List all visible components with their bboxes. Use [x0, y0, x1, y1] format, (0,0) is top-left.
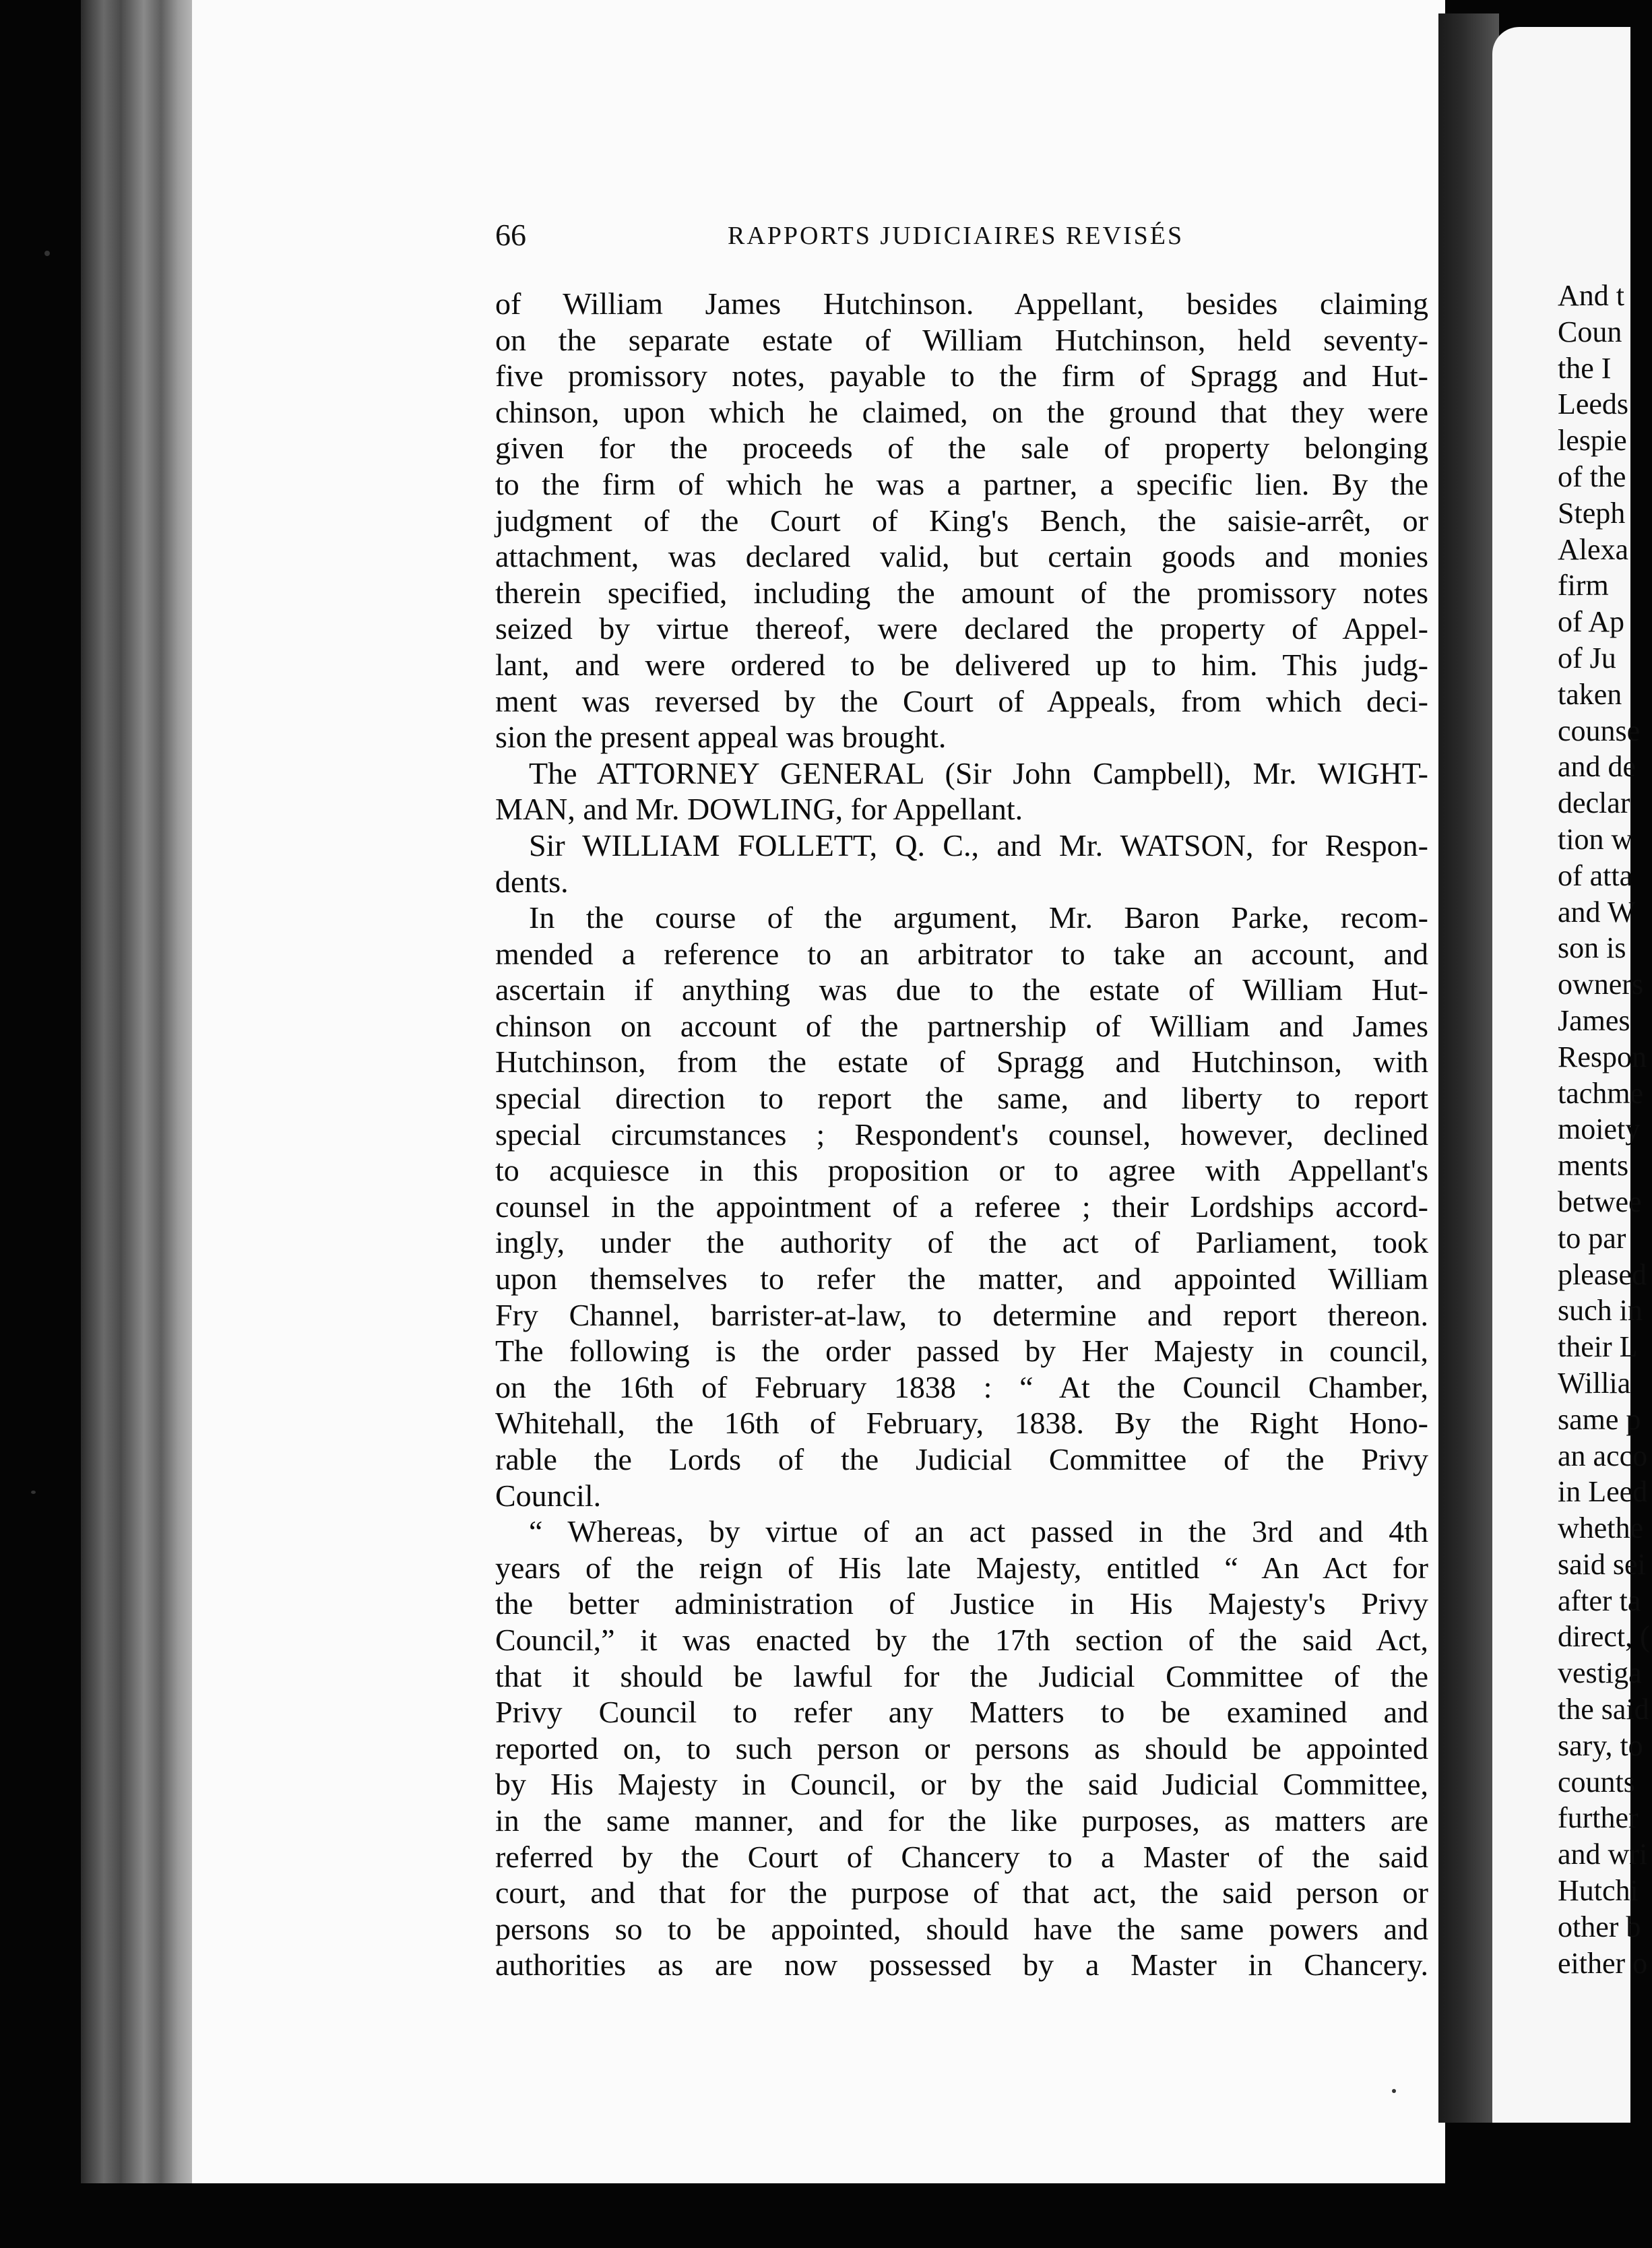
- text-line: MAN, and Mr. DOWLING, for Appellant.: [495, 792, 1023, 827]
- text-line: lant, and were ordered to be delivered up to him. This judg-: [495, 647, 1428, 682]
- right-page-line: Alexa: [1558, 532, 1629, 566]
- text-line: to acquiesce in this proposition or to agree with Appellant's: [495, 1153, 1428, 1188]
- right-page-line: other b: [1558, 1910, 1641, 1943]
- text-line: Hutchinson, from the estate of Spragg and Hutchinson, with: [495, 1044, 1428, 1080]
- right-page-line: their L: [1558, 1330, 1638, 1364]
- right-page-line: direct, (: [1558, 1620, 1650, 1654]
- running-head: [495, 217, 1391, 257]
- page-number: 66: [495, 218, 526, 252]
- text-line: judgment of the Court of King's Bench, the saisie-arrêt, or: [495, 503, 1428, 538]
- text-line: The ATTORNEY GENERAL (Sir John Campbell), Mr. WIGHT-: [529, 755, 1428, 790]
- book-gutter: [1438, 13, 1499, 2123]
- right-page-line: whethe: [1558, 1511, 1644, 1545]
- text-line: ingly, under the authority of the act of Parliament, took: [495, 1225, 1428, 1260]
- right-page-line: Respon: [1558, 1040, 1647, 1073]
- right-page-line: owners: [1558, 968, 1644, 1001]
- right-page-text: [1558, 278, 1652, 1981]
- right-page-line: Coun: [1558, 315, 1622, 348]
- text-line: chinson, upon which he claimed, on the ground that they were: [495, 394, 1428, 429]
- text-line: seized by virtue thereof, were declared the property of Appel-: [495, 611, 1428, 646]
- right-page-line: of Ap: [1558, 605, 1624, 639]
- text-line: the better administration of Justice in His Majesty's Privy: [495, 1586, 1428, 1621]
- right-page-line: in Leed: [1558, 1475, 1648, 1509]
- right-page-line: of atta: [1558, 858, 1633, 892]
- right-page-line: counts: [1558, 1765, 1635, 1799]
- right-page-line: betwee: [1558, 1185, 1642, 1218]
- right-page-line: moiety: [1558, 1113, 1641, 1146]
- text-line: “ Whereas, by virtue of an act passed in the 3rd and 4th: [529, 1514, 1428, 1549]
- right-page-line: vestiga: [1558, 1656, 1642, 1690]
- right-page-line: firm: [1558, 569, 1609, 602]
- text-line: reported on, to such person or persons as should be appointed: [495, 1730, 1428, 1766]
- text-line: In the course of the argument, Mr. Baron Parke, recom-: [529, 900, 1428, 935]
- right-page-line: either o: [1558, 1946, 1648, 1980]
- text-line: authorities as are now possessed by a Master in Chancery.: [495, 1947, 1428, 1982]
- text-line: ment was reversed by the Court of Appeals, from which deci-: [495, 683, 1428, 718]
- right-page-line: and W: [1558, 895, 1636, 929]
- right-page-line: of the: [1558, 460, 1626, 493]
- right-page-line: an acco: [1558, 1439, 1648, 1472]
- text-line: five promissory notes, payable to the firm of Spragg and Hut-: [495, 358, 1428, 394]
- right-page-line: Willia: [1558, 1366, 1631, 1400]
- right-page-line: the I: [1558, 351, 1612, 385]
- body-text: [495, 286, 1428, 1983]
- text-line: on the separate estate of William Hutchinson, held seventy-: [495, 322, 1428, 357]
- right-page-line: said sei: [1558, 1547, 1646, 1581]
- text-line: sion the present appeal was brought.: [495, 720, 947, 755]
- right-page-line: further: [1558, 1801, 1639, 1835]
- text-line: rable the Lords of the Judicial Committee of the Privy: [495, 1442, 1428, 1476]
- text-line: referred by the Court of Chancery to a Master of the said: [495, 1839, 1428, 1874]
- text-line: therein specified, including the amount of the promissory notes: [495, 575, 1428, 610]
- right-page-line: such in: [1558, 1294, 1643, 1328]
- right-page-line: and wri: [1558, 1838, 1648, 1871]
- text-line: Sir WILLIAM FOLLETT, Q. C., and Mr. WATSON, for Respon-: [529, 828, 1428, 863]
- right-page-line: and de: [1558, 750, 1637, 784]
- margin-speck: [1392, 2089, 1396, 2093]
- running-title: RAPPORTS JUDICIAIRES REVISÉS: [728, 222, 1184, 250]
- text-line: Council.: [495, 1478, 602, 1513]
- text-line: persons so to be appointed, should have the same powers and: [495, 1911, 1428, 1946]
- text-line: special circumstances ; Respondent's counsel, however, declined: [495, 1117, 1428, 1152]
- text-line: by His Majesty in Council, or by the said Judicial Committee,: [495, 1767, 1428, 1802]
- right-page-line: pleased: [1558, 1257, 1647, 1291]
- right-page-line: tion w: [1558, 822, 1633, 856]
- text-line: that it should be lawful for the Judicial Committee of the: [495, 1658, 1428, 1693]
- right-page-line: Hutchi: [1558, 1874, 1639, 1908]
- text-line: chinson on account of the partnership of William and James: [495, 1008, 1428, 1043]
- text-line: Council,” it was enacted by the 17th section of the said Act,: [495, 1622, 1428, 1657]
- right-page-line: Steph: [1558, 496, 1626, 530]
- text-line: upon themselves to refer the matter, and appointed William: [495, 1261, 1428, 1297]
- right-page-line: after ta: [1558, 1584, 1641, 1617]
- right-page-line: to par: [1558, 1221, 1626, 1255]
- text-line: in the same manner, and for the like purposes, as matters are: [495, 1803, 1428, 1838]
- text-line: Privy Council to refer any Matters to be examined and: [495, 1695, 1428, 1730]
- text-line: attachment, was declared valid, but certain goods and monies: [495, 539, 1428, 574]
- book-page-edge: [81, 0, 195, 2183]
- right-page-line: sary, to: [1558, 1728, 1643, 1762]
- right-page-line: ments: [1558, 1149, 1629, 1183]
- right-page-line: son is: [1558, 931, 1626, 965]
- text-line: counsel in the appointment of a referee ; their Lordships accord-: [495, 1189, 1428, 1224]
- text-line: ascertain if anything was due to the estate of William Hut-: [495, 972, 1428, 1007]
- text-line: years of the reign of His late Majesty, entitled “ An Act for: [495, 1550, 1428, 1585]
- right-page-line: And t: [1558, 279, 1624, 312]
- right-page-line: same p: [1558, 1402, 1641, 1436]
- margin-speck: [44, 251, 50, 256]
- text-line: Fry Channel, barrister-at-law, to determine and report thereon.: [495, 1297, 1428, 1332]
- text-line: The following is the order passed by Her Majesty in council,: [495, 1334, 1428, 1369]
- right-page-line: taken: [1558, 677, 1622, 711]
- text-line: of William James Hutchinson. Appellant, besides claiming: [495, 286, 1428, 321]
- text-line: court, and that for the purpose of that act, the said person or: [495, 1875, 1428, 1910]
- text-line: Whitehall, the 16th of February, 1838. By the Right Hono-: [495, 1406, 1428, 1441]
- right-page-line: counse: [1558, 714, 1641, 747]
- text-line: on the 16th of February 1838 : “ At the Council Chamber,: [495, 1369, 1428, 1404]
- text-line: given for the proceeds of the sale of property belonging: [495, 431, 1428, 466]
- right-page-line: declar: [1558, 786, 1630, 820]
- right-page-line: Leeds: [1558, 387, 1629, 421]
- text-line: special direction to report the same, and liberty to report: [495, 1081, 1428, 1116]
- right-page-line: the said: [1558, 1693, 1649, 1726]
- right-page-line: tachme: [1558, 1076, 1644, 1110]
- text-line: mended a reference to an arbitrator to take an account, and: [495, 936, 1428, 971]
- text-line: dents.: [495, 864, 569, 899]
- right-page-line: of Ju: [1558, 641, 1616, 675]
- margin-speck: [31, 1491, 36, 1494]
- right-page-line: James: [1558, 1003, 1630, 1037]
- text-line: to the firm of which he was a partner, a specific lien. By the: [495, 466, 1428, 501]
- right-page-line: lespie: [1558, 424, 1627, 458]
